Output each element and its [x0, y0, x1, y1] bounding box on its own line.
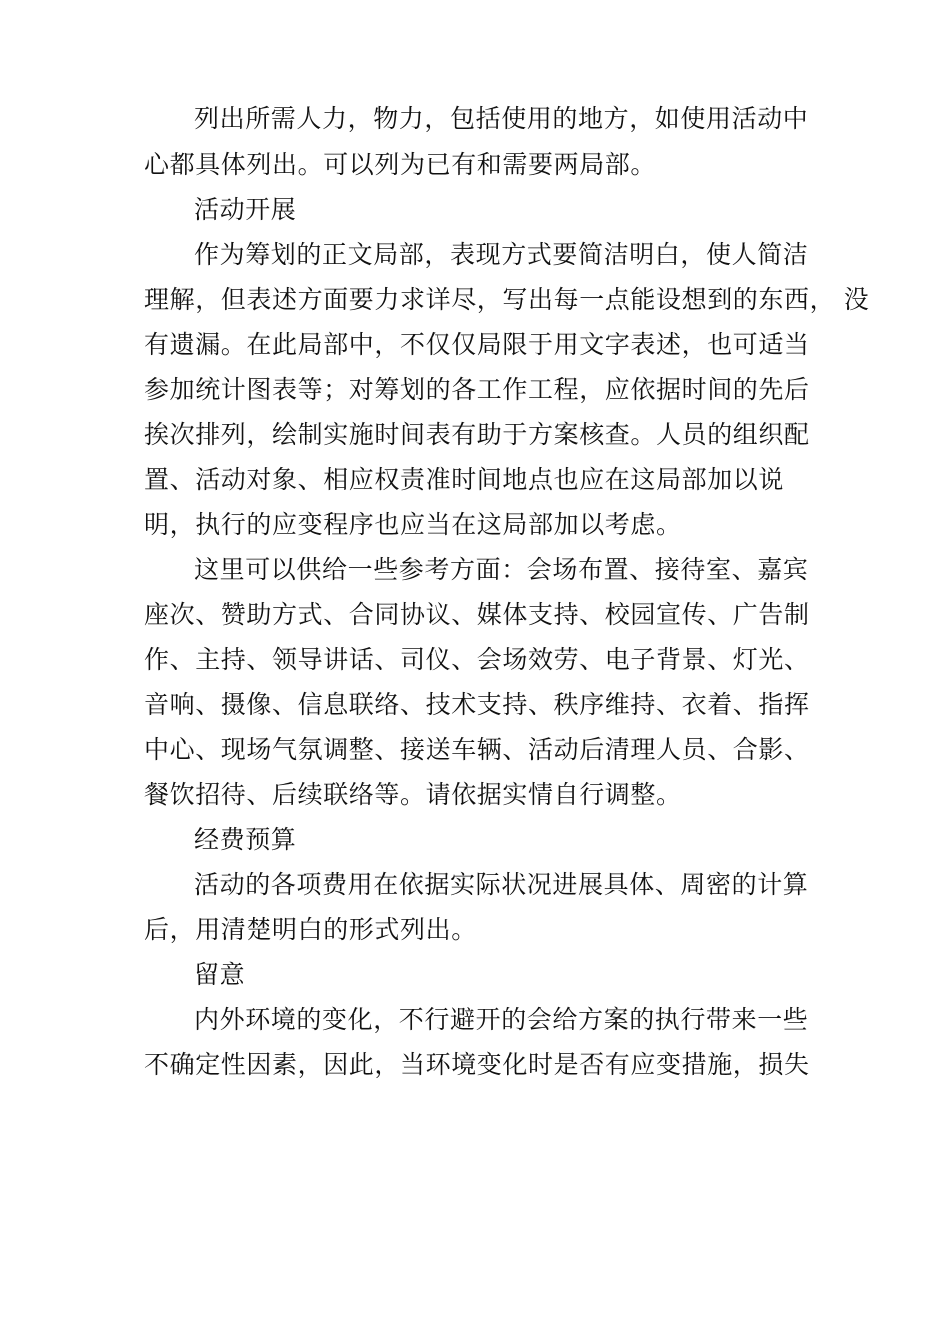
section-heading-activity: 活动开展: [194, 195, 297, 224]
body-line-reference-2: 座次、赞助方式、合同协议、媒体支持、校园宣传、广告制: [144, 600, 810, 629]
body-line-reference-5: 中心、现场气氛调整、接送车辆、活动后清理人员、合影、: [144, 735, 810, 764]
body-line-budget-2: 后，用清楚明白的形式列出。: [144, 915, 477, 944]
section-heading-notice: 留意: [194, 960, 246, 989]
body-line-notice-2: 不确定性因素，因此，当环境变化时是否有应变措施，损失: [144, 1050, 810, 1079]
body-line-reference-6: 餐饮招待、后续联络等。请依据实情自行调整。: [144, 780, 682, 809]
body-line-resources: 列出所需人力，物力，包括使用的地方，如使用活动中: [194, 104, 809, 133]
body-line-activity-5: 挨次排列，绘制实施时间表有助于方案核查。人员的组织配: [144, 420, 810, 449]
body-line-activity-1: 作为筹划的正文局部，表现方式要简洁明白，使人简洁: [194, 240, 809, 269]
body-line-reference-1: 这里可以供给一些参考方面：会场布置、接待室、嘉宾: [194, 555, 809, 584]
section-heading-budget: 经费预算: [194, 825, 297, 854]
body-line-budget-1: 活动的各项费用在依据实际状况进展具体、周密的计算: [194, 870, 809, 899]
body-line-activity-2: 理解，但表述方面要力求详尽，写出每一点能设想到的东西， 没: [144, 285, 870, 314]
body-line-activity-3: 有遗漏。在此局部中，不仅仅局限于用文字表述，也可适当: [144, 330, 810, 359]
body-line-resources-cont: 心都具体列出。可以列为已有和需要两局部。: [144, 150, 657, 179]
body-line-notice-1: 内外环境的变化，不行避开的会给方案的执行带来一些: [194, 1005, 809, 1034]
body-line-activity-7: 明，执行的应变程序也应当在这局部加以考虑。: [144, 510, 682, 539]
body-line-activity-4: 参加统计图表等；对筹划的各工作工程，应依据时间的先后: [144, 375, 810, 404]
body-line-reference-3: 作、主持、领导讲话、司仪、会场效劳、电子背景、灯光、: [144, 645, 810, 674]
body-line-reference-4: 音响、摄像、信息联络、技术支持、秩序维持、衣着、指挥: [144, 690, 810, 719]
body-line-activity-6: 置、活动对象、相应权责准时间地点也应在这局部加以说: [144, 465, 785, 494]
